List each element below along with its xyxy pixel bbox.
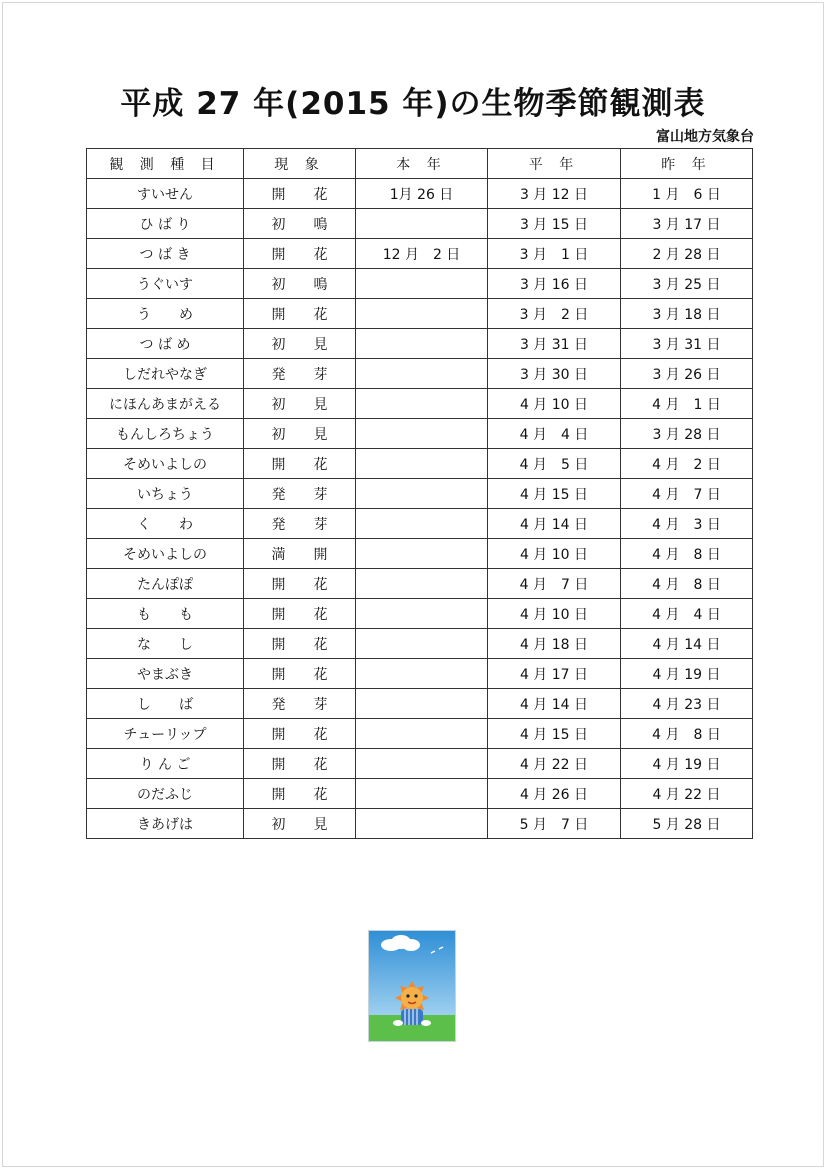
table-row — [87, 689, 753, 719]
cell-item-name: う め — [87, 299, 244, 329]
cell-phenomenon: 発 芽 — [244, 509, 356, 539]
cell-normal-year: 3 月 31 日 — [488, 329, 621, 359]
cell-normal-year: 3 月 2 日 — [488, 299, 621, 329]
organization-label: 富山地方気象台 — [656, 129, 754, 145]
cell-normal-year: 4 月 5 日 — [488, 449, 621, 479]
cell-phenomenon: 初 見 — [244, 419, 356, 449]
page-title: 平成 27 年(2015 年)の生物季節観測表 — [120, 86, 706, 122]
table-row — [87, 269, 753, 299]
cell-phenomenon: 開 花 — [244, 239, 356, 269]
cell-phenomenon: 開 花 — [244, 629, 356, 659]
cell-phenomenon: 初 見 — [244, 809, 356, 839]
cell-last-year: 3 月 25 日 — [621, 269, 753, 299]
table-row — [87, 749, 753, 779]
cell-this-year — [356, 719, 488, 749]
table-row — [87, 779, 753, 809]
cell-phenomenon: 開 花 — [244, 569, 356, 599]
cell-this-year — [356, 509, 488, 539]
cell-phenomenon: 開 花 — [244, 599, 356, 629]
cell-last-year: 3 月 31 日 — [621, 329, 753, 359]
table-body — [87, 179, 753, 839]
cell-last-year: 4 月 4 日 — [621, 599, 753, 629]
cell-this-year — [356, 419, 488, 449]
cell-this-year — [356, 299, 488, 329]
cell-item-name: そめいよしの — [87, 539, 244, 569]
cell-item-name: り ん ご — [87, 749, 244, 779]
cell-this-year: 1月 26 日 — [356, 179, 488, 209]
cell-item-name: ひ ば り — [87, 209, 244, 239]
cell-normal-year: 4 月 14 日 — [488, 509, 621, 539]
cell-this-year — [356, 209, 488, 239]
cell-item-name: やまぶき — [87, 659, 244, 689]
cell-normal-year: 5 月 7 日 — [488, 809, 621, 839]
header-phenomenon: 現 象 — [244, 149, 356, 179]
cell-phenomenon: 開 花 — [244, 449, 356, 479]
table-row — [87, 179, 753, 209]
cell-last-year: 4 月 8 日 — [621, 569, 753, 599]
cell-last-year: 4 月 8 日 — [621, 719, 753, 749]
cell-phenomenon: 満 開 — [244, 539, 356, 569]
cell-this-year — [356, 749, 488, 779]
cell-this-year — [356, 389, 488, 419]
cell-item-name: そめいよしの — [87, 449, 244, 479]
cell-item-name: うぐいす — [87, 269, 244, 299]
cell-phenomenon: 初 見 — [244, 389, 356, 419]
cell-last-year: 4 月 3 日 — [621, 509, 753, 539]
cell-phenomenon: 発 芽 — [244, 359, 356, 389]
cell-this-year — [356, 539, 488, 569]
cell-last-year: 3 月 26 日 — [621, 359, 753, 389]
cell-phenomenon: 初 鳴 — [244, 269, 356, 299]
table-row — [87, 329, 753, 359]
table-row — [87, 539, 753, 569]
table-row — [87, 719, 753, 749]
cell-item-name: つ ば め — [87, 329, 244, 359]
cell-item-name: きあげは — [87, 809, 244, 839]
table-row — [87, 359, 753, 389]
cell-last-year: 5 月 28 日 — [621, 809, 753, 839]
cell-phenomenon: 開 花 — [244, 659, 356, 689]
table-row — [87, 389, 753, 419]
cell-this-year — [356, 449, 488, 479]
cell-normal-year: 4 月 22 日 — [488, 749, 621, 779]
cell-normal-year: 4 月 10 日 — [488, 599, 621, 629]
cell-normal-year: 4 月 18 日 — [488, 629, 621, 659]
cell-last-year: 3 月 18 日 — [621, 299, 753, 329]
cell-last-year: 4 月 19 日 — [621, 749, 753, 779]
cell-normal-year: 4 月 7 日 — [488, 569, 621, 599]
cell-phenomenon: 開 花 — [244, 779, 356, 809]
cell-this-year — [356, 809, 488, 839]
header-this-year: 本 年 — [356, 149, 488, 179]
cell-phenomenon: 発 芽 — [244, 479, 356, 509]
table-header-row — [87, 149, 753, 179]
cell-item-name: たんぽぽ — [87, 569, 244, 599]
cell-normal-year: 3 月 16 日 — [488, 269, 621, 299]
cell-normal-year: 3 月 1 日 — [488, 239, 621, 269]
cell-normal-year: 3 月 30 日 — [488, 359, 621, 389]
cell-phenomenon: 開 花 — [244, 299, 356, 329]
table-row — [87, 209, 753, 239]
observation-table — [86, 148, 753, 839]
cell-phenomenon: 初 鳴 — [244, 209, 356, 239]
cell-this-year: 12 月 2 日 — [356, 239, 488, 269]
cell-item-name: も も — [87, 599, 244, 629]
cell-normal-year: 3 月 15 日 — [488, 209, 621, 239]
cell-this-year — [356, 569, 488, 599]
cell-last-year: 4 月 1 日 — [621, 389, 753, 419]
cell-normal-year: 4 月 10 日 — [488, 539, 621, 569]
cell-item-name: チューリップ — [87, 719, 244, 749]
cell-last-year: 4 月 22 日 — [621, 779, 753, 809]
table-row — [87, 659, 753, 689]
table-row — [87, 419, 753, 449]
cell-this-year — [356, 629, 488, 659]
cell-item-name: つ ば き — [87, 239, 244, 269]
cell-phenomenon: 開 花 — [244, 179, 356, 209]
cell-item-name: しだれやなぎ — [87, 359, 244, 389]
cell-this-year — [356, 689, 488, 719]
cell-last-year: 4 月 2 日 — [621, 449, 753, 479]
cell-normal-year: 4 月 15 日 — [488, 719, 621, 749]
cell-item-name: にほんあまがえる — [87, 389, 244, 419]
cell-last-year: 4 月 23 日 — [621, 689, 753, 719]
cell-last-year: 4 月 19 日 — [621, 659, 753, 689]
table-row — [87, 569, 753, 599]
cell-item-name: な し — [87, 629, 244, 659]
cell-item-name: し ば — [87, 689, 244, 719]
cell-this-year — [356, 269, 488, 299]
cell-this-year — [356, 329, 488, 359]
cell-this-year — [356, 659, 488, 689]
table-row — [87, 299, 753, 329]
table-row — [87, 509, 753, 539]
cell-phenomenon: 発 芽 — [244, 689, 356, 719]
cell-last-year: 2 月 28 日 — [621, 239, 753, 269]
table-row — [87, 449, 753, 479]
cell-last-year: 3 月 17 日 — [621, 209, 753, 239]
cell-normal-year: 4 月 15 日 — [488, 479, 621, 509]
table-row — [87, 629, 753, 659]
cell-item-name: のだふじ — [87, 779, 244, 809]
cell-this-year — [356, 779, 488, 809]
cell-normal-year: 4 月 26 日 — [488, 779, 621, 809]
cell-this-year — [356, 479, 488, 509]
table-row — [87, 479, 753, 509]
cell-item-name: く わ — [87, 509, 244, 539]
cell-normal-year: 3 月 12 日 — [488, 179, 621, 209]
cell-last-year: 4 月 8 日 — [621, 539, 753, 569]
header-item: 観 測 種 目 — [87, 149, 244, 179]
cell-normal-year: 4 月 10 日 — [488, 389, 621, 419]
cell-this-year — [356, 599, 488, 629]
cell-item-name: すいせん — [87, 179, 244, 209]
cell-this-year — [356, 359, 488, 389]
cell-item-name: いちょう — [87, 479, 244, 509]
header-normal-year: 平 年 — [488, 149, 621, 179]
header-last-year: 昨 年 — [621, 149, 753, 179]
table-row — [87, 599, 753, 629]
cell-phenomenon: 開 花 — [244, 719, 356, 749]
sun-mascot-icon — [368, 930, 456, 1042]
cell-last-year: 1 月 6 日 — [621, 179, 753, 209]
cell-normal-year: 4 月 4 日 — [488, 419, 621, 449]
cell-normal-year: 4 月 17 日 — [488, 659, 621, 689]
table-row — [87, 239, 753, 269]
cell-normal-year: 4 月 14 日 — [488, 689, 621, 719]
cell-phenomenon: 開 花 — [244, 749, 356, 779]
cell-item-name: もんしろちょう — [87, 419, 244, 449]
cell-last-year: 4 月 7 日 — [621, 479, 753, 509]
cell-last-year: 4 月 14 日 — [621, 629, 753, 659]
table-row — [87, 809, 753, 839]
cell-phenomenon: 初 見 — [244, 329, 356, 359]
cell-last-year: 3 月 28 日 — [621, 419, 753, 449]
